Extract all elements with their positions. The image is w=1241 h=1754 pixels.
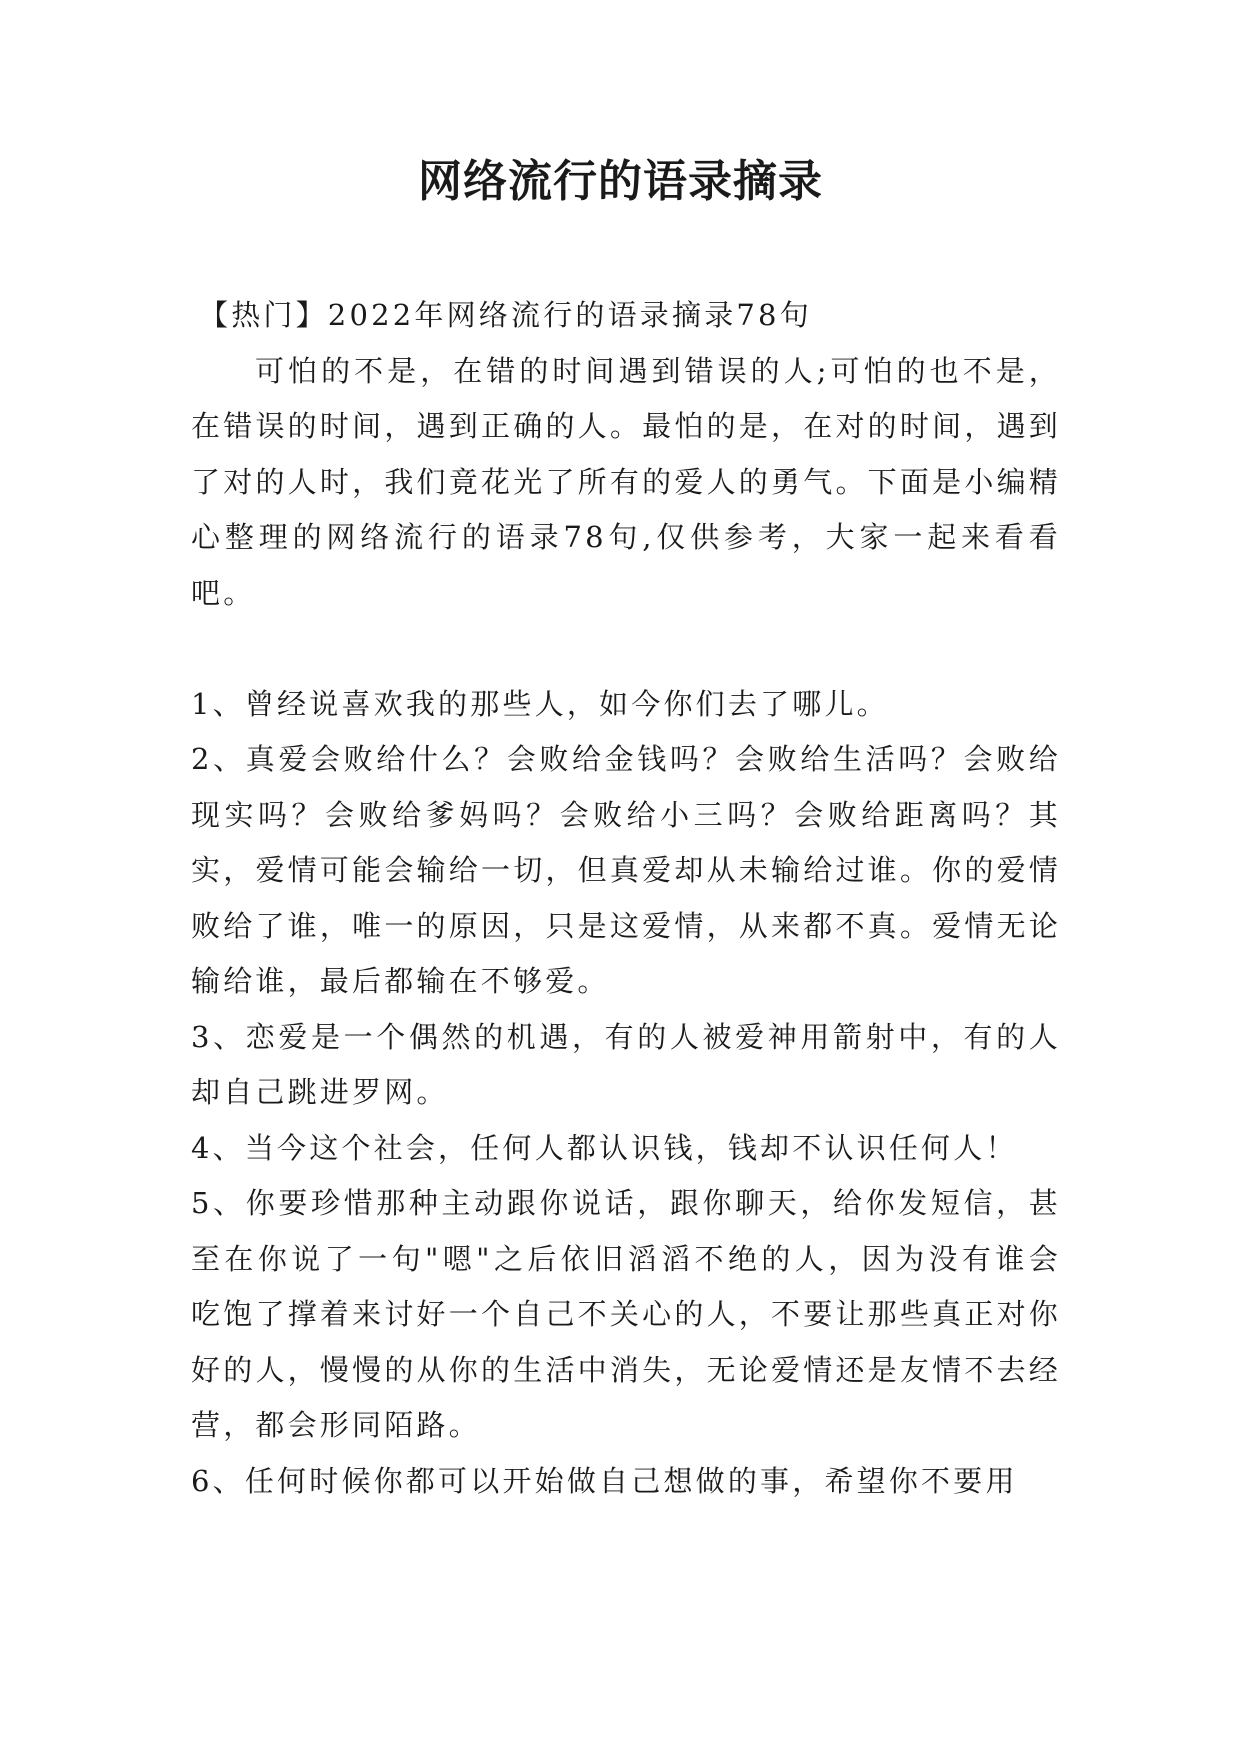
document-subtitle: 【热门】2022年网络流行的语录摘录78句 xyxy=(199,298,812,332)
quote-item-3: 3、恋爱是一个偶然的机遇，有的人被爱神用箭射中，有的人却自己跳进罗网。 xyxy=(191,1019,1061,1109)
quote-item-2: 2、真爱会败给什么？会败给金钱吗？会败给生活吗？会败给现实吗？会败给爹妈吗？会败给小三吗？会败给距离吗？其实，爱情可能会输给一切，但真爱却从未输给过谁。你的爱情败给了谁，唯一的原因，只是这爱情，从来都不真。爱情无论输给谁，最后都输在不够爱。 xyxy=(191,742,1061,998)
paragraph-gap xyxy=(191,621,1061,677)
quote-item-1: 1、曾经说喜欢我的那些人，如今你们去了哪儿。 xyxy=(191,686,889,721)
document-body xyxy=(191,288,1061,1509)
quote-item-5: 5、你要珍惜那种主动跟你说话，跟你聊天，给你发短信，甚至在你说了一句"嗯"之后依旧滔滔不绝的人，因为没有谁会吃饱了撑着来讨好一个自己不关心的人，不要让那些真正对你好的人，慢慢的从你的生活中消失，无论爱情还是友情不去经营，都会形同陌路。 xyxy=(191,1186,1061,1442)
document-title: 网络流行的语录摘录 xyxy=(418,156,823,207)
quote-item-4: 4、当今这个社会，任何人都认识钱，钱却不认识任何人！ xyxy=(191,1130,1018,1165)
quote-item-6: 6、任何时候你都可以开始做自己想做的事，希望你不要用 xyxy=(191,1463,1018,1498)
intro-paragraph: 可怕的不是，在错的时间遇到错误的人;可怕的也不是，在错误的时间，遇到正确的人。最怕的是，在对的时间，遇到了对的人时，我们竟花光了所有的爱人的勇气。下面是小编精心整理的网络流行的语录78句,仅供参考，大家一起来看看吧。 xyxy=(191,353,1061,610)
